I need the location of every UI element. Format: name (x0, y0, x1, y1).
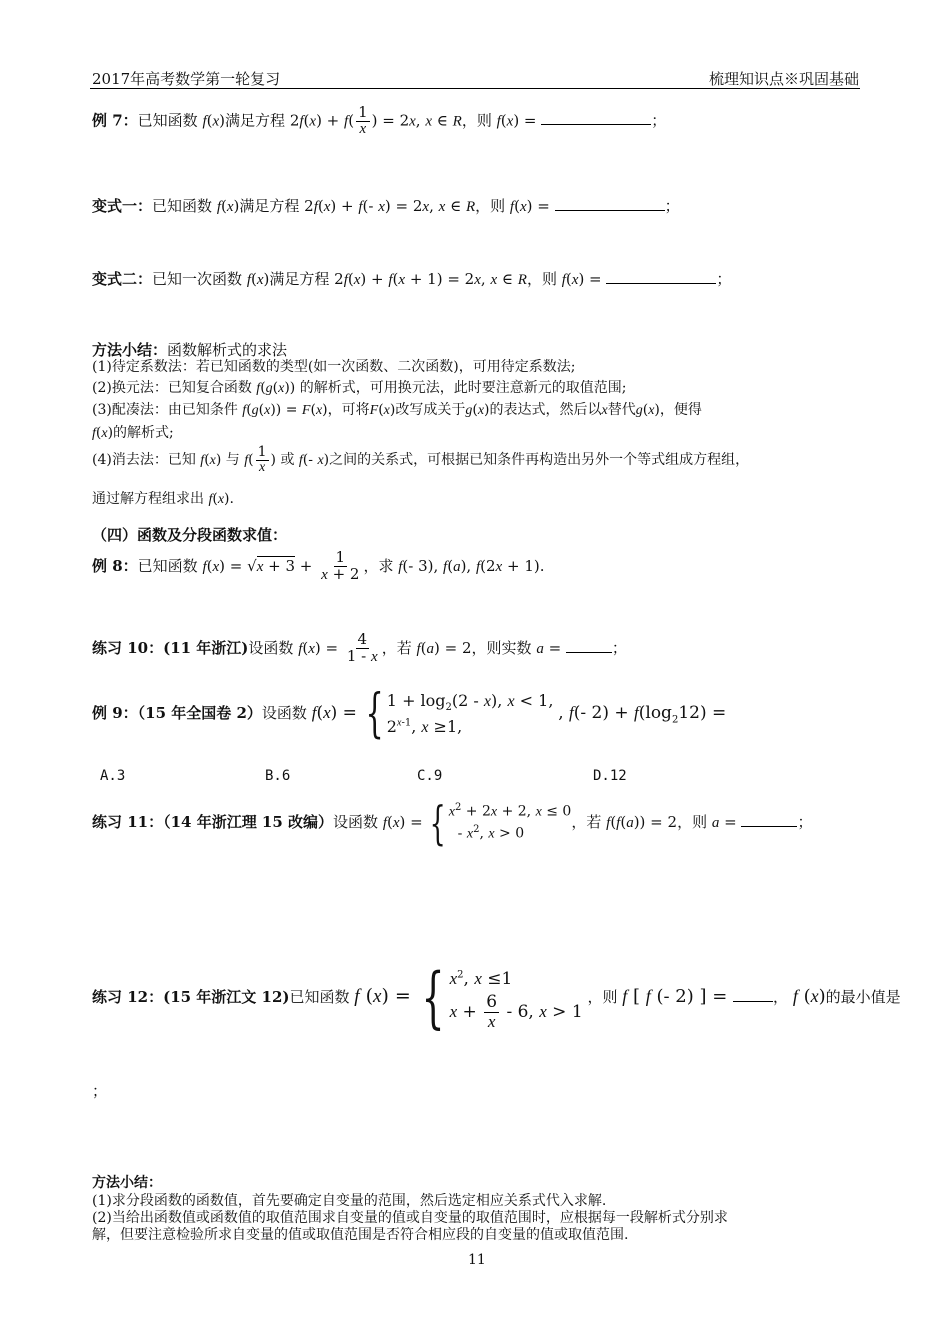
example-8: 例 8：已知函数 f(x) = √x + 3 + $\frac{1}{x + 2}$ ，求 f(- 3), f(a), f(2x + 1). (92, 548, 545, 583)
exercise-12-end: ； (92, 1082, 108, 1100)
exercise-11: 练习 11：（14 年浙江理 15 改编）设函数 f(x) = { $x^2 + 2x + 2$, x ≤ 0 - $x^2$, x > 0 ，若 f(f(a)) = 2，则 a = ； (92, 796, 813, 850)
answer-blank[interactable] (733, 987, 773, 1002)
answer-blank[interactable] (606, 269, 716, 284)
option-a[interactable]: A.3 (100, 768, 126, 784)
summary-2-line-2: (2)当给出函数值或函数值的取值范围求自变量的值或自变量的取值范围时，应根据每一段解析式分别求 (92, 1210, 728, 1226)
summary-line-4: (4)消去法：已知 f(x) 与 f( $\frac{1}{x}$ ) 或 f(- x)之间的关系式，可根据已知条件再构造出另外一个等式组成方程组， (92, 444, 750, 475)
summary-line-3b: f(x)的解析式; (92, 425, 174, 441)
summary-title: 方法小结：函数解析式的求法 (92, 341, 288, 359)
exercise-12: 练习 12：(15 年浙江文 12)已知函数 f (x) = { $x^2$, x ≤1 x + $\frac{6}{x}$ - 6, x > 1 ，则 f [ f (- 2) ] = ， f (x)的最小值是 (92, 959, 901, 1036)
summary-line-1: (1)待定系数法：若已知函数的类型(如一次函数、二次函数)，可用待定系数法; (92, 359, 576, 375)
answer-blank[interactable] (541, 110, 651, 125)
example-7: 例 7：已知函数 f(x)满足方程 2f(x) + f( $\frac{1}{x}$ ) = 2x, x ∈ R，则 f(x) = ； (92, 103, 667, 137)
example-7-label: 例 7： (92, 111, 138, 130)
summary-line-3: (3)配凑法：由已知条件 f(g(x)) = F(x)，可将F(x)改写成关于g(x)的表达式，然后以x替代g(x)，便得 (92, 402, 702, 418)
summary-2-title: 方法小结： (92, 1175, 162, 1191)
option-d[interactable]: D.12 (593, 768, 627, 784)
exercise-10: 练习 10：(11 年浙江)设函数 f(x) = $\frac{4}{1 - x}$ ，若 f(a) = 2，则实数 a = ； (92, 630, 627, 665)
summary-line-2: (2)换元法：已知复合函数 f(g(x)) 的解析式，可用换元法，此时要注意新元的取值范围; (92, 380, 627, 396)
example-9: 例 9：（15 年全国卷 2）设函数 f(x) = { $1 + \log_2(2 - x)$, x < 1, 2$^{x-1}$, x ≥1, , f(- $2) + f(\log_212)$ = (92, 684, 727, 744)
header-right: 梳理知识点※巩固基础 (709, 70, 860, 88)
option-c[interactable]: C.9 (417, 768, 443, 784)
section-4-title: （四）函数及分段函数求值： (92, 526, 288, 544)
header-rule (90, 88, 860, 89)
variant-2: 变式二：已知一次函数 f(x)满足方程 2f(x) + f(x + 1) = 2x, x ∈ R，则 f(x) = ； (92, 270, 732, 288)
header-left: 2017年高考数学第一轮复习 (92, 70, 281, 88)
summary-line-4b: 通过解方程组求出 f(x). (92, 491, 234, 507)
option-b[interactable]: B.6 (265, 768, 291, 784)
page-number: 11 (468, 1252, 486, 1268)
answer-blank[interactable] (566, 638, 612, 653)
summary-2-line-1: (1)求分段函数的函数值，首先要确定自变量的范围，然后选定相应关系式代入求解. (92, 1193, 607, 1209)
answer-blank[interactable] (555, 196, 665, 211)
summary-2-line-3: 解，但要注意检验所求自变量的值或取值范围是否符合相应段的自变量的值或取值范围. (92, 1227, 629, 1243)
variant-1: 变式一：已知函数 f(x)满足方程 2f(x) + f(- x) = 2x, x ∈ R，则 f(x) = ； (92, 197, 680, 215)
answer-blank[interactable] (741, 812, 797, 827)
